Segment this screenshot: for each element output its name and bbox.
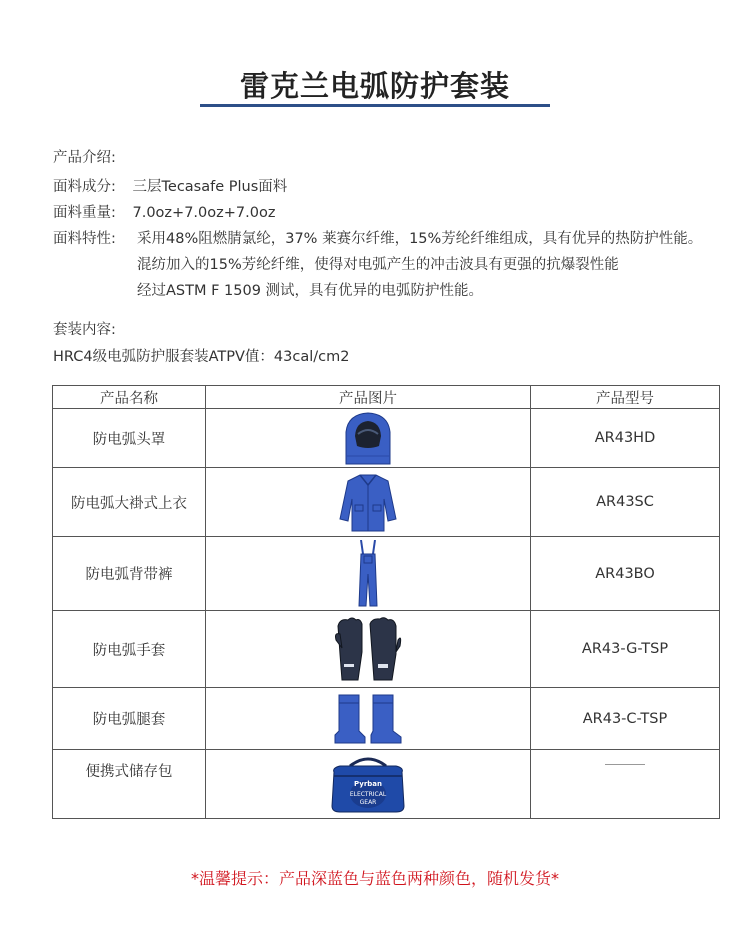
table-row [53, 750, 720, 819]
weight-row [53, 201, 275, 222]
product-name: 防电弧背带裤 [53, 537, 206, 611]
empty-model-dash [605, 764, 645, 765]
feature-line-2: 混纺加入的15%芳纶纤维，使得对电弧产生的冲击波具有更强的抗爆裂性能 [137, 257, 619, 273]
product-name: 防电弧手套 [53, 611, 206, 688]
product-image-cell [206, 409, 531, 468]
product-model: AR43-C-TSP [531, 688, 720, 750]
header-image: 产品图片 [206, 386, 531, 409]
product-name: 防电弧腿套 [53, 688, 206, 750]
leggings-image [331, 693, 405, 745]
product-image-cell [206, 750, 531, 819]
weight-label: 面料重量: [53, 205, 116, 221]
product-model: AR43SC [531, 468, 720, 537]
intro-label: 产品介绍: [53, 150, 116, 166]
product-name: 防电弧头罩 [53, 409, 206, 468]
product-image-cell [206, 537, 531, 611]
hood-image [338, 410, 398, 466]
feature-row [53, 227, 116, 248]
fabric-label: 面料成分: [53, 179, 116, 195]
contents-description: HRC4级电弧防护服套装ATPV值：43cal/cm2 [53, 349, 350, 365]
product-model: AR43BO [531, 537, 720, 611]
product-model: AR43-G-TSP [531, 611, 720, 688]
feature-line-3: 经过ASTM F 1509 测试，具有优异的电弧防护性能。 [137, 283, 484, 299]
product-image-cell [206, 688, 531, 750]
fabric-row [53, 175, 287, 196]
title-underline [200, 104, 550, 107]
overalls-image [353, 540, 383, 608]
product-name: 防电弧大褂式上衣 [53, 468, 206, 537]
bag-image [328, 754, 408, 814]
bag-label-text-2: GEAR [359, 799, 377, 806]
table-header-row [53, 386, 720, 409]
table-row [53, 537, 720, 611]
bag-label-text: ELECTRICAL [349, 791, 387, 798]
fabric-value: 三层Tecasafe Plus面料 [132, 179, 288, 195]
table-row [53, 468, 720, 537]
contents-label: 套装内容: [53, 322, 116, 338]
jacket-image [338, 471, 398, 533]
notice-text: *温馨提示：产品深蓝色与蓝色两种颜色，随机发货* [190, 869, 559, 888]
table-row [53, 611, 720, 688]
header-name: 产品名称 [53, 386, 206, 409]
weight-value: 7.0oz+7.0oz+7.0oz [132, 205, 276, 221]
product-name: 便携式储存包 [53, 750, 206, 819]
page-title: 雷克兰电弧防护套装 [239, 69, 510, 103]
gloves-image [334, 616, 402, 682]
product-image-cell [206, 468, 531, 537]
header-model: 产品型号 [531, 386, 720, 409]
bag-brand-text: Pyrban [354, 780, 382, 788]
table-row [53, 688, 720, 750]
product-image-cell [206, 611, 531, 688]
product-model-cell [531, 750, 720, 819]
feature-label: 面料特性: [53, 231, 116, 247]
product-model: AR43HD [531, 409, 720, 468]
table-row [53, 409, 720, 468]
feature-line-1: 采用48%阻燃腈氯纶，37% 莱赛尔纤维，15%芳纶纤维组成，具有优异的热防护性能。 [137, 231, 703, 247]
product-table [52, 385, 720, 819]
